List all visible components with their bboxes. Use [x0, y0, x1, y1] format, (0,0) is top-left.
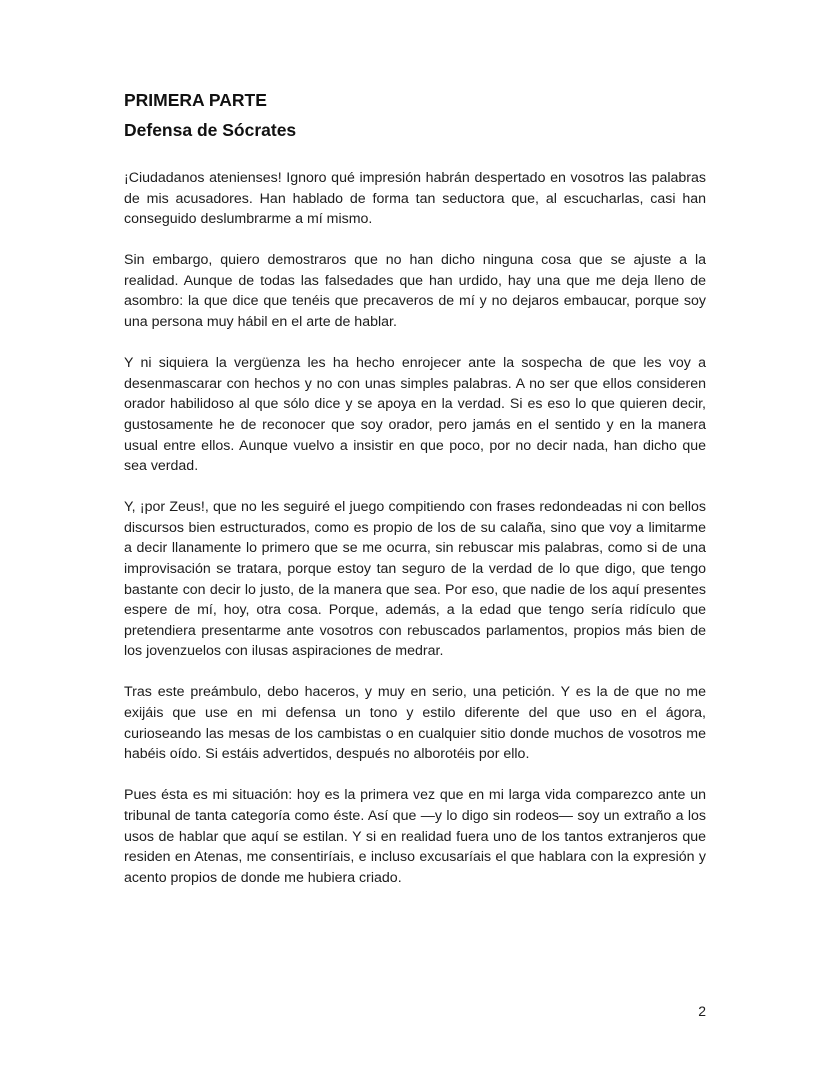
paragraph: Y, ¡por Zeus!, que no les seguiré el juego compitiendo con frases redondeadas ni con bellos discursos bien estructurados, como es propio de los de su calaña, sino que voy a limitarme a decir llanamente lo primero que se me ocurra, sin rebuscar mis palabras, como si de una improvisación se tratara, porque estoy tan seguro de la verdad de lo que digo, que tengo bastante con decir lo justo, de la manera que sea. Por eso, que nadie de los aquí presentes espere de mí, hoy, otra cosa. Porque, además, a la edad que tengo sería ridículo que pretendiera presentarme ante vosotros con rebuscados parlamentos, propios más bien de los jovenzuelos con ilusas aspiraciones de medrar.	[124, 499, 706, 660]
paragraph: Pues ésta es mi situación: hoy es la primera vez que en mi larga vida comparezco ante un tribunal de tanta categoría como éste. Así que —y lo digo sin rodeos— soy un extraño a los usos de hablar que aquí se estilan. Y si en realidad fuera uno de los tantos extranjeros que residen en Atenas, me consentiríais, e incluso excusaríais el que hablara con la expresión y acento propios de donde me hubiera criado.	[124, 787, 706, 886]
body-text	[124, 168, 706, 888]
paragraph: ¡Ciudadanos atenienses! Ignoro qué impresión habrán despertado en vosotros las palabras de mis acusadores. Han hablado de forma tan seductora que, al escucharlas, casi han conseguido deslumbrarme a mí mismo.	[124, 170, 706, 228]
document-title: Defensa de Sócrates	[124, 120, 297, 140]
paragraph: Tras este preámbulo, debo haceros, y muy en serio, una petición. Y es la de que no me exijáis que use en mi defensa un tono y estilo diferente del que uso en el ágora, curioseando las mesas de los cambistas o en cualquier sitio donde muchos de vosotros me habéis oído. Si estáis advertidos, después no alborotéis por ello.	[124, 684, 706, 763]
page-number: 2	[698, 1003, 706, 1019]
page-content	[124, 85, 706, 909]
paragraph: Sin embargo, quiero demostraros que no han dicho ninguna cosa que se ajuste a la realidad. Aunque de todas las falsedades que han urdido, hay una que me deja lleno de asombro: la que dice que tenéis que precaveros de mí y no dejaros embaucar, porque soy una persona muy hábil en el arte de hablar.	[124, 252, 706, 331]
part-title: PRIMERA PARTE	[124, 90, 267, 110]
paragraph: Y ni siquiera la vergüenza les ha hecho enrojecer ante la sospecha de que les voy a desenmascarar con hechos y no con unas simples palabras. A no ser que ellos consideren orador habilidoso al que sólo dice y se apoya en la verdad. Si es eso lo que quieren decir, gustosamente he de reconocer que soy orador, pero jamás en el sentido y en la manera usual entre ellos. Aunque vuelvo a insistir en que poco, por no decir nada, han dicho que sea verdad.	[124, 355, 706, 475]
